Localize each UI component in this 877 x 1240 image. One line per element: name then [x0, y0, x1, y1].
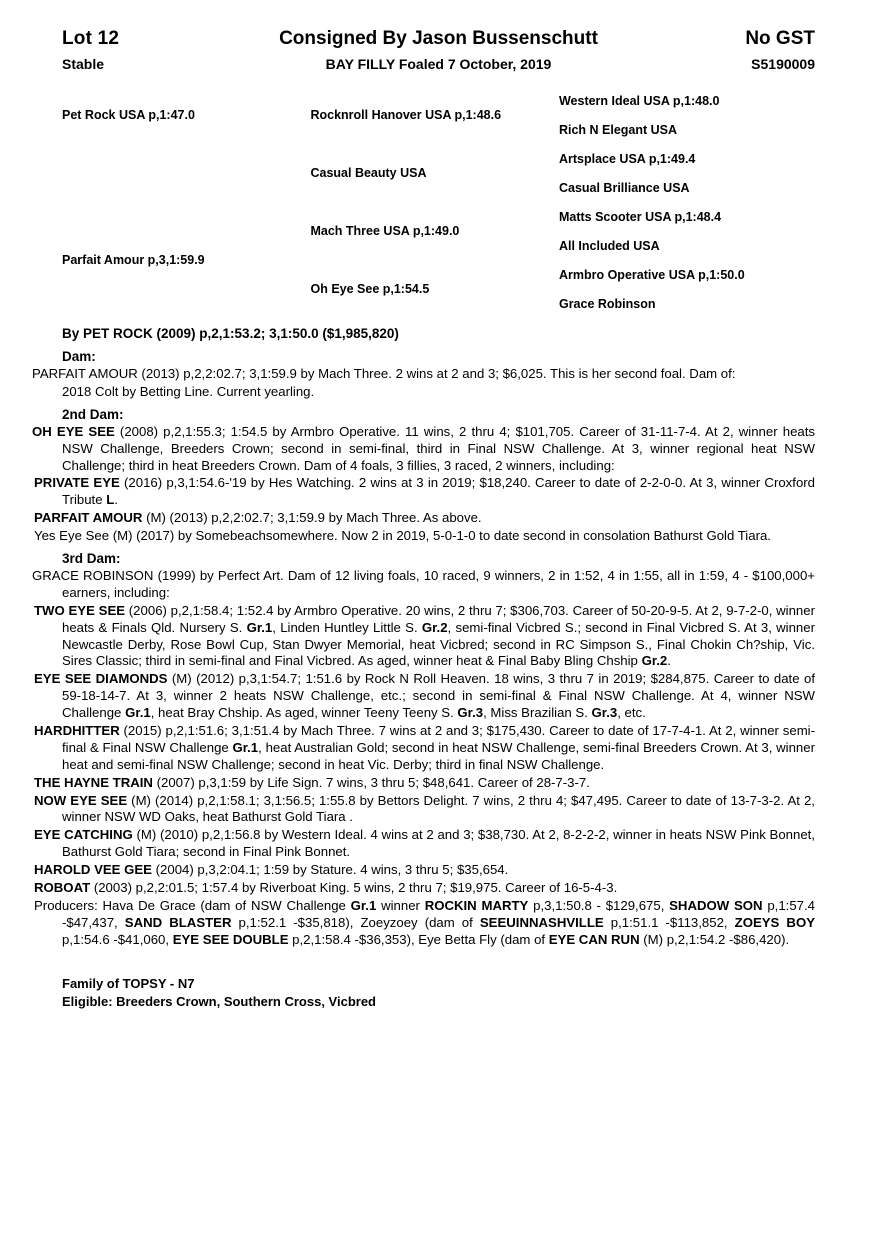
dam-dam-name: Oh Eye See p,1:54.5 — [310, 282, 430, 296]
dam-section-heading: Dam: — [62, 349, 96, 364]
pedigree-row — [62, 86, 815, 115]
pedigree-spacer-2 — [62, 173, 310, 202]
stable-label: Stable — [62, 56, 105, 72]
dam-foal-item: 2018 Colt by Betting Line. Current yearling. — [62, 383, 315, 399]
second-dam-heading: 2nd Dam: — [62, 406, 124, 422]
progeny-detail: Yes Eye See (M) (2017) by Somebeachsomewhere. Now 2 in 2019, 5-0-1-0 to date second in consolation Bathurst Gold Tiara. — [34, 528, 771, 544]
progeny-item — [34, 792, 815, 827]
sire-name: Pet Rock USA p,1:47.0 — [62, 108, 195, 122]
header-row-secondary — [62, 56, 815, 72]
page-footer — [62, 975, 815, 1013]
progeny-name: EYE CATCHING — [34, 827, 133, 843]
progeny-detail: (M) (2013) p,2,2:02.7; 3,1:59.9 by Mach Three. As above. — [142, 510, 482, 526]
pedigree-gp-5: Matts Scooter USA p,1:48.4 — [558, 209, 722, 224]
pedigree-gp-3: Artsplace USA p,1:49.4 — [558, 151, 696, 166]
progeny-detail: (2007) p,3,1:59 by Life Sign. 7 wins, 3 thru 5; $48,641. Career of 28-7-3-7. — [152, 774, 590, 790]
pedigree-gp-7: Armbro Operative USA p,1:50.0 — [558, 267, 745, 282]
progeny-item — [34, 475, 816, 509]
progeny-detail: (2006) p,2,1:58.4; 1:52.4 by Armbro Operative. 20 wins, 2 thru 7; $306,703. Career of 50-20-9-5. At 2, 9-7-2-0, winner heats & Finals Qld. Nursery S. Gr.1, Linden Huntley Little S. Gr.2, semi-final Vicbred S.; second in Final Vicbred S. At 3, winner Newcastle Derby, Rose Bowl Cup, Stan Dwyer Memorial, heat Vicbred; second in RC Simpson S., Final Chokin Ch?ship, Vic. Sires Classic; third in semi-final and Final Vicbred. As aged, winner heat & Final Baby Bling Chship Gr.2. — [62, 602, 815, 669]
progeny-name: PARFAIT AMOUR — [34, 510, 143, 526]
pedigree-gp-8: Grace Robinson — [558, 296, 656, 311]
pedigree-gp-4: Casual Brilliance USA — [558, 180, 690, 195]
gst-status: No GST — [745, 28, 815, 49]
second-dam-progeny-list — [34, 475, 816, 545]
progeny-detail: (2003) p,2,2:01.5; 1:57.4 by Riverboat King. 5 wins, 2 thru 7; $19,975. Career of 16-5-4-3. — [90, 880, 618, 896]
pedigree-spacer-4 — [62, 289, 310, 318]
consignor-name: Consigned By Jason Bussenschutt — [279, 28, 598, 49]
progeny-name: HAROLD VEE GEE — [34, 862, 152, 878]
progeny-name: TWO EYE SEE — [34, 602, 126, 618]
progeny-item — [34, 723, 815, 774]
progeny-detail: (M) (2012) p,3,1:54.7; 1:51.6 by Rock N Roll Heaven. 18 wins, 3 thru 7 in 2019; $284,875. Career to date of 59-18-14-7. At 3, winner 2 heats NSW Challenge, etc.; second in semi-final & Final NSW Challenge. At 4, winner NSW Challenge Gr.1, heat Bray Chship. As aged, winner Teeny Teeny S. Gr.3, Miss Brazilian S. Gr.3, etc. — [62, 671, 815, 721]
progeny-name: THE HAYNE TRAIN — [34, 774, 153, 790]
dam-sire-name: Mach Three USA p,1:49.0 — [310, 224, 460, 238]
progeny-detail: (M) (2010) p,2,1:56.8 by Western Ideal. 4 wins at 2 and 3; $38,730. At 2, 8-2-2-2, winner in heats NSW Pink Bonnet, Bathurst Gold Tiara; second in Final Pink Bonnet. — [62, 827, 816, 860]
progeny-item — [34, 602, 815, 671]
pedigree-row — [62, 202, 815, 231]
progeny-grade: L — [106, 492, 115, 508]
dam-name: Parfait Amour p,3,1:59.9 — [62, 253, 205, 267]
progeny-item — [34, 827, 816, 861]
progeny-name: HARDHITTER — [34, 723, 120, 739]
pedigree-gp-6: All Included USA — [558, 238, 660, 253]
third-dam-progeny-list — [34, 602, 816, 897]
lot-number: Lot 12 — [62, 28, 120, 49]
dam-paragraph: PARFAIT AMOUR (2013) p,2,2:02.7; 3,1:59.9 by Mach Three. 2 wins at 2 and 3; $6,025. This is her second foal. Dam of: — [32, 366, 736, 381]
progeny-item — [34, 510, 815, 527]
sire-dam-name: Casual Beauty USA — [310, 166, 427, 180]
pedigree-spacer-1 — [62, 144, 310, 173]
second-dam-paragraph — [32, 423, 815, 475]
eligibility-line: Eligible: Breeders Crown, Southern Cross, Vicbred — [62, 994, 376, 1010]
family-line: Family of TOPSY - N7 — [62, 975, 195, 991]
progeny-item — [34, 774, 815, 792]
pedigree-gp-2: Rich N Elegant USA — [558, 122, 678, 137]
progeny-detail: (2016) p,3,1:54.6-'19 by Hes Watching. 2 wins at 3 in 2019; $18,240. Career to date of 2-2-0-0. At 3, winner Croxford Tribute — [62, 475, 816, 508]
progeny-detail: (2015) p,2,1:51.6; 3,1:51.4 by Mach Three. 7 wins at 2 and 3; $175,430. Career to date of 17-7-4-1. At 2, winner semi-final & Final NSW Challenge Gr.1, heat Australian Gold; second in heat NSW Challenge, semi-final Breeders Crown. At 3, winner heat and semi-final NSW Challenge; second in heat Vic. Derby; third in final NSW Challenge. — [62, 723, 815, 772]
sire-summary-line: By PET ROCK (2009) p,2,1:53.2; 3,1:50.0 ($1,985,820) — [62, 326, 399, 341]
pedigree-spacer-3 — [62, 202, 310, 231]
serial-number: S5190009 — [751, 56, 815, 72]
progeny-item — [34, 671, 815, 722]
progeny-item — [34, 880, 815, 897]
progeny-item — [34, 862, 815, 879]
horse-description: BAY FILLY Foaled 7 October, 2019 — [325, 56, 552, 72]
second-dam-detail: (2008) p,2,1:55.3; 1:54.5 by Armbro Operative. 11 wins, 2 thru 4; $101,705. Career of 31-11-7-4. At 2, winner heats NSW Challenge, Breeders Crown; second in semi-final, third in Final NSW Challenge. At 3, winner regional heat NSW Challenge; third in heat Breeders Crown. Dam of 4 foals, 3 fillies, 3 raced, 2 winners, including: — [62, 423, 815, 473]
third-dam-heading: 3rd Dam: — [62, 551, 121, 567]
pedigree-table — [62, 86, 815, 318]
progeny-name: ROBOAT — [34, 880, 91, 896]
progeny-name: PRIVATE EYE — [34, 475, 120, 491]
second-dam-name: OH EYE SEE — [32, 423, 115, 439]
progeny-name: EYE SEE DIAMONDS — [34, 671, 168, 687]
header-row-primary — [62, 28, 815, 50]
producers-paragraph: Producers: Hava De Grace (dam of NSW Challenge Gr.1 winner ROCKIN MARTY p,3,1:50.8 - $129,675, SHADOW SON p,1:57.4 -$47,437, SAND BLASTER p,1:52.1 -$35,818), Zoeyzoey (dam of SEEUINNASHVILLE p,1:51.1 -$113,852, ZOEYS BOY p,1:54.6 -$41,060, EYE SEE DOUBLE p,2,1:58.4 -$36,353), Eye Betta Fly (dam of EYE CAN RUN (M) p,2,1:54.2 -$86,420). — [34, 897, 815, 947]
pedigree-row — [62, 144, 815, 173]
sire-sire-name: Rocknroll Hanover USA p,1:48.6 — [310, 108, 502, 122]
progeny-detail: (2004) p,3,2:04.1; 1:59 by Stature. 4 wins, 3 thru 5; $35,654. — [151, 862, 509, 878]
third-dam-paragraph: GRACE ROBINSON (1999) by Perfect Art. Dam of 12 living foals, 10 raced, 9 winners, 2 in 1:52, 4 in 1:55, all in 1:59, 4 - $100,000+ earners, including: — [32, 568, 815, 600]
progeny-tail: . — [114, 492, 118, 508]
pedigree-gp-1: Western Ideal USA p,1:48.0 — [558, 93, 720, 108]
progeny-detail: (M) (2014) p,2,1:58.1; 3,1:56.5; 1:55.8 by Bettors Delight. 7 wins, 2 thru 4; $47,495. Career to date of 13-7-3-2. At 2, winner NSW WD Oaks, heat Bathurst Gold Tiara . — [62, 792, 815, 825]
progeny-item — [34, 528, 815, 545]
progeny-name: NOW EYE SEE — [34, 792, 128, 808]
